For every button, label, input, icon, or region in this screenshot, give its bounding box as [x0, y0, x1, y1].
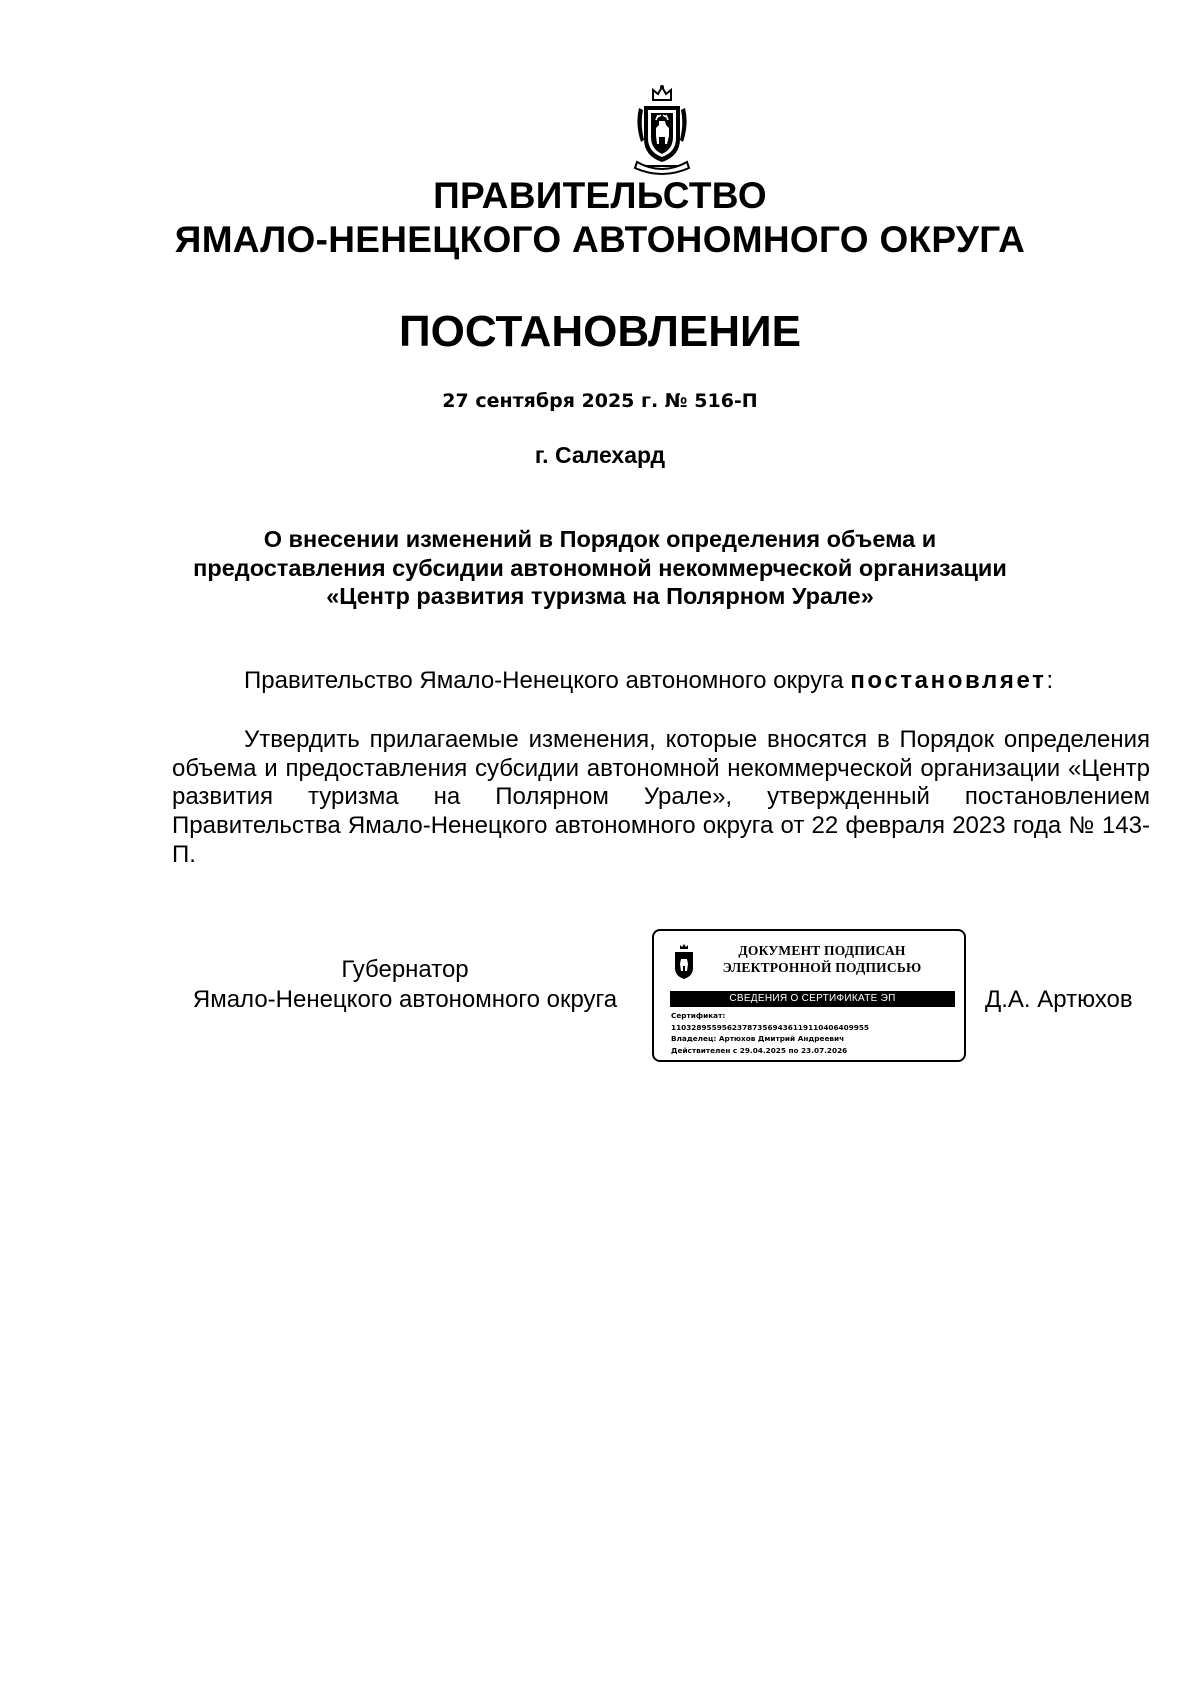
decree-paragraph — [172, 667, 1150, 695]
document-type: ПОСТАНОВЛЕНИЕ — [398, 307, 802, 356]
e-signature-stamp — [652, 929, 966, 1062]
stamp-emblem-icon — [671, 943, 697, 981]
signatory-position — [172, 955, 638, 1015]
coat-of-arms-icon — [631, 84, 693, 176]
document-city: г. Салехард — [534, 442, 666, 468]
title-line: предоставления субсидии автономной некоммерческой организации — [193, 554, 1007, 581]
government-name-line2: ЯМАЛО-НЕНЕЦКОГО АВТОНОМНОГО ОКРУГА — [174, 219, 1026, 260]
cert-validity: Действителен с 29.04.2025 по 23.07.2026 — [671, 1045, 848, 1055]
position-line2: Ямало-Ненецкого автономного округа — [192, 986, 618, 1013]
document-title — [150, 525, 1050, 611]
document-date-number: 27 сентября 2025 г. № 516-П — [442, 390, 758, 412]
signatory-name: Д.А. Артюхов — [985, 986, 1133, 1013]
stamp-title-line2: ЭЛЕКТРОННОЙ ПОДПИСЬЮ — [722, 960, 922, 975]
decree-suffix: : — [1046, 667, 1054, 694]
decree-word: постановляет — [850, 667, 1047, 694]
title-line: О внесении изменений в Порядок определения объема и — [263, 526, 937, 552]
government-name-line1: ПРАВИТЕЛЬСТВО — [433, 175, 767, 216]
position-line1: Губернатор — [341, 956, 469, 983]
stamp-title-line1: ДОКУМЕНТ ПОДПИСАН — [738, 943, 906, 958]
title-line: «Центр развития туризма на Полярном Урале» — [326, 583, 874, 609]
decree-prefix: Правительство Ямало-Ненецкого автономного округа — [244, 667, 851, 694]
stamp-title — [722, 942, 922, 976]
cert-label: Сертификат: — [671, 1011, 726, 1020]
certificate-details — [671, 1010, 961, 1056]
certificate-info-bar: СВЕДЕНИЯ О СЕРТИФИКАТЕ ЭП — [670, 991, 955, 1007]
cert-owner: Владелец: Артюхов Дмитрий Андреевич — [671, 1034, 845, 1043]
body-paragraph: Утвердить прилагаемые изменения, которые вносятся в Порядок определения объема и предоставления субсидии автономной некоммерческой организации «Центр развития туризма на Полярном Урале», утвержденный постановлением Правительства Ямало-Ненецкого автономного округа от 22 февраля 2023 года № 143-П. — [172, 726, 1150, 868]
cert-number: 11032895595623787356943611911040640995​5 — [671, 1022, 870, 1032]
